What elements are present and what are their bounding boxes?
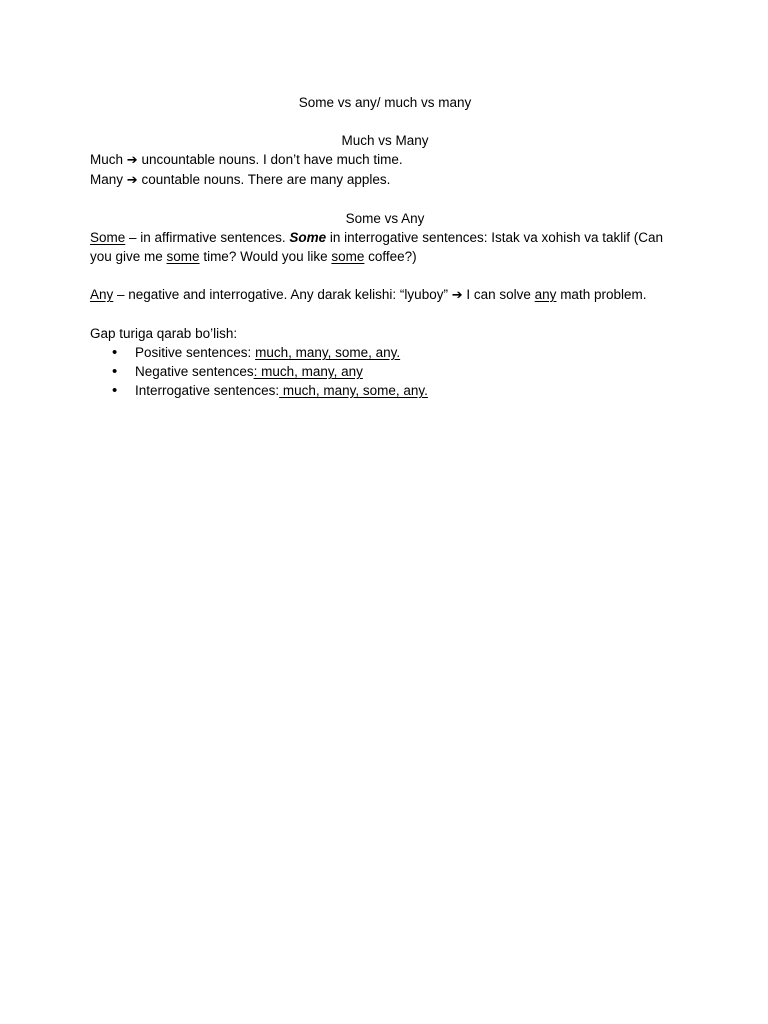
some-text: time? Would you like <box>199 249 332 264</box>
list-item-label: Positive sentences: <box>135 345 256 360</box>
some-paragraph <box>90 228 680 266</box>
much-text: uncountable nouns. I don’t have much time. <box>141 152 403 167</box>
gap-list <box>90 343 680 400</box>
document-page <box>90 93 680 400</box>
some-example: some <box>331 249 365 264</box>
list-item <box>135 362 680 381</box>
list-item-label: Negative sentences <box>135 364 254 379</box>
some-emphasis: Some <box>289 230 327 245</box>
document-title: Some vs any/ much vs many <box>298 95 472 110</box>
list-item <box>135 381 680 400</box>
any-text: math problem. <box>556 287 647 302</box>
many-word: Many <box>90 172 124 187</box>
list-item-label: Interrogative sentences: <box>135 383 280 398</box>
right-arrow-icon: ➔ <box>126 153 138 168</box>
some-example: some <box>166 249 200 264</box>
spacer <box>90 190 680 209</box>
list-item-value: much, many, some, any. <box>279 383 428 398</box>
list-item-value: : much, many, any <box>253 364 363 379</box>
spacer <box>90 266 680 285</box>
any-word: Any <box>90 287 114 302</box>
much-line <box>90 150 680 170</box>
some-text: – in affirmative sentences. <box>125 230 290 245</box>
any-paragraph <box>90 285 680 305</box>
some-word: Some <box>90 230 126 245</box>
many-text: countable nouns. There are many apples. <box>141 172 391 187</box>
any-example: any <box>534 287 557 302</box>
list-item <box>135 343 680 362</box>
gap-heading: Gap turiga qarab bo’lish: <box>90 326 238 341</box>
many-line <box>90 170 680 190</box>
some-any-heading: Some vs Any <box>345 211 425 226</box>
any-text: I can solve <box>462 287 535 302</box>
much-word: Much <box>90 152 124 167</box>
any-text: – negative and interrogative. Any darak kelishi: “lyuboy” <box>113 287 452 302</box>
spacer <box>90 305 680 324</box>
right-arrow-icon: ➔ <box>126 173 138 188</box>
list-item-value: much, many, some, any. <box>255 345 401 360</box>
spacer <box>90 112 680 131</box>
some-text: in interrogative sentences: Istak va xohish va taklif (Can you give me <box>90 230 664 264</box>
much-many-heading: Much vs Many <box>341 133 429 148</box>
right-arrow-icon: ➔ <box>451 288 463 303</box>
some-text: coffee?) <box>364 249 417 264</box>
